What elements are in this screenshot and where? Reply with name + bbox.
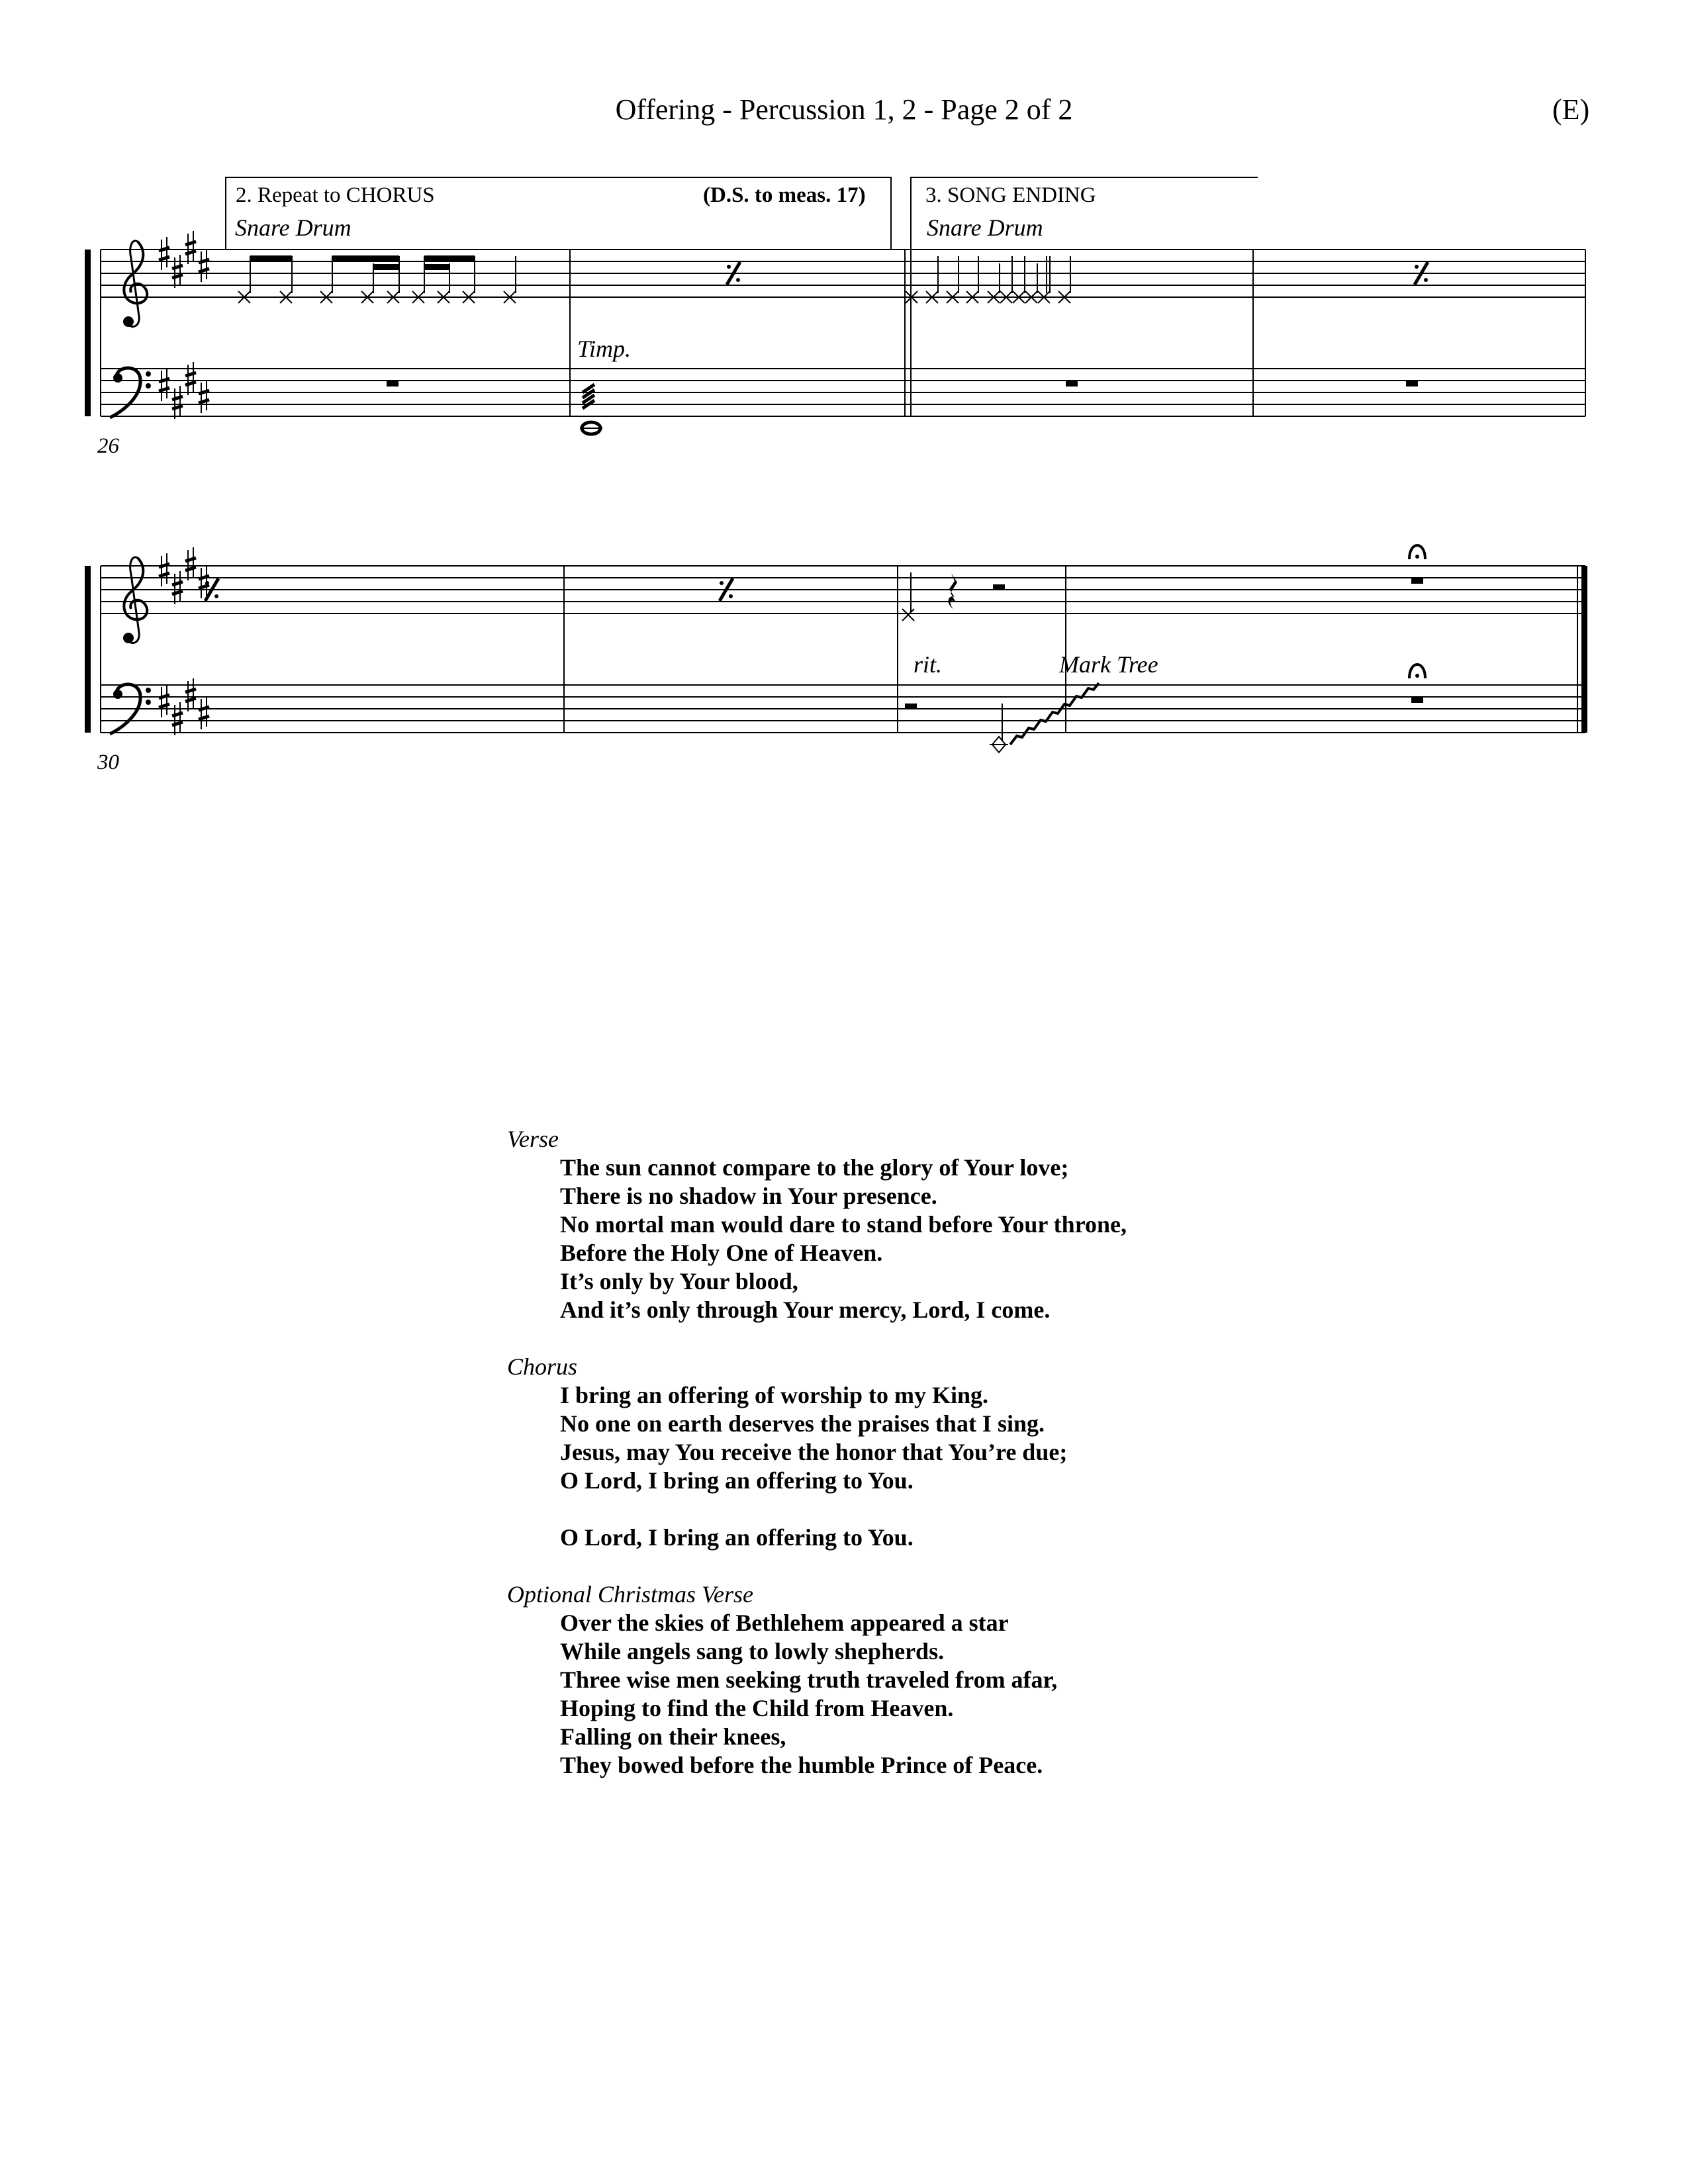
section-title: Optional Christmas Verse [507,1581,754,1608]
page-title: Offering - Percussion 1, 2 - Page 2 of 2 [615,93,1073,126]
lyric-line: I bring an offering of worship to my King. [560,1382,989,1408]
measure-number-26: 26 [97,434,119,458]
ending-3-label: 3. SONG ENDING [925,183,1096,207]
measure-number-30: 30 [97,751,119,774]
lyric-line: Three wise men seeking truth traveled from afar, [560,1666,1058,1693]
system-2 [85,545,1587,752]
ending-2-instrument: Snare Drum [235,214,352,241]
section-title: Verse [507,1126,559,1152]
lyric-line: Over the skies of Bethlehem appeared a star [560,1610,1009,1636]
lyric-line: No one on earth deserves the praises that I sing. [560,1410,1045,1437]
section-title: Chorus [507,1353,578,1380]
verse-section [507,1125,1127,1324]
lyric-line: No mortal man would dare to stand before Your throne, [560,1211,1127,1238]
lyric-line: There is no shadow in Your presence. [560,1183,937,1209]
chorus-section [507,1353,1127,1552]
snare-rhythm-m26 [238,255,516,303]
lyric-line: The sun cannot compare to the glory of Your love; [560,1154,1069,1181]
snare-rhythm-m28 [906,256,1070,303]
ending-2-label: 2. Repeat to CHORUS [236,183,435,207]
lyric-line: Jesus, may You receive the honor that You’re due; [560,1439,1068,1465]
lyric-line: Before the Holy One of Heaven. [560,1240,883,1266]
lyric-line: O Lord, I bring an offering to You. [560,1467,914,1494]
lyric-line: It’s only by Your blood, [560,1268,798,1295]
ds-instruction: (D.S. to meas. 17) [703,183,866,207]
christmas-verse-section [507,1580,1127,1780]
lyric-line: And it’s only through Your mercy, Lord, I come. [560,1297,1051,1323]
lyrics-block [507,1125,1127,1780]
ending-3-instrument: Snare Drum [927,214,1043,241]
lyric-line: Falling on their knees, [560,1723,786,1750]
edition-tag: (E) [1552,93,1590,126]
lyric-line: They bowed before the humble Prince of Peace. [560,1752,1043,1778]
lyric-line: Hoping to find the Child from Heaven. [560,1695,954,1721]
lyric-tag-line: O Lord, I bring an offering to You. [560,1524,914,1551]
rit-marking: rit. [914,651,943,678]
timpani-label: Timp. [577,336,632,362]
mark-tree-label: Mark Tree [1059,651,1158,678]
lyric-line: While angels sang to lowly shepherds. [560,1638,945,1664]
music-score [0,0,1688,860]
